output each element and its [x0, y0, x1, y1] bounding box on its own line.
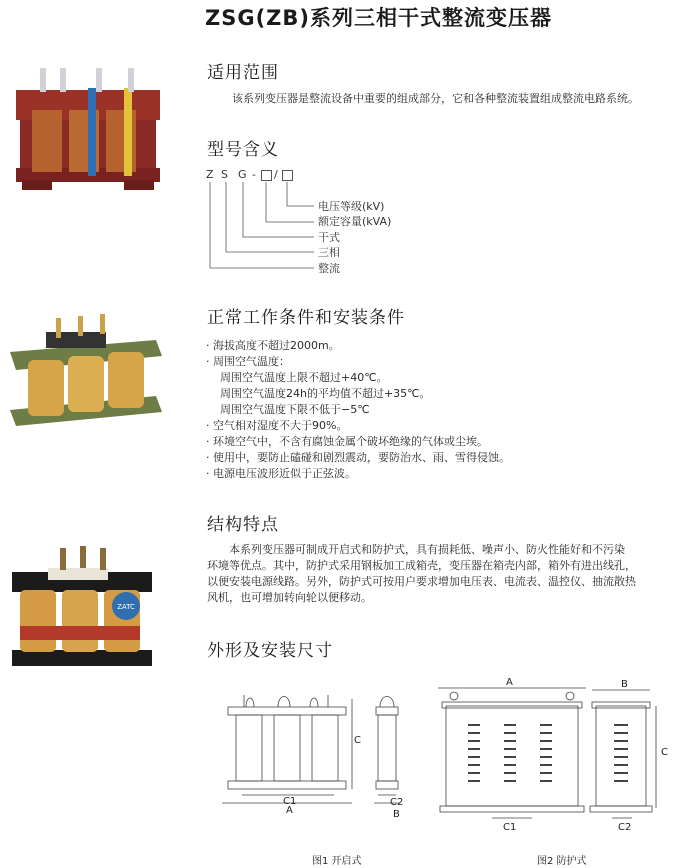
label-capacity: 额定容量(kVA): [318, 215, 392, 228]
dim-label-a-fig2: A: [506, 677, 513, 688]
structure-line: 风机，也可增加转向轮以便移动。: [207, 591, 372, 604]
transformer-photo-3: [8, 542, 158, 682]
heading-structure: 结构特点: [207, 515, 279, 535]
dim-label-c2-fig1: C2: [390, 797, 404, 808]
dim-label-b-fig1: B: [393, 809, 400, 820]
code-char-s: S: [221, 168, 228, 181]
dim-label-b-fig2: B: [621, 679, 628, 690]
caption-fig1: 图1 开启式: [312, 856, 362, 867]
label-three-phase: 三相: [318, 246, 340, 259]
list-item: · 空气相对湿度不大于90%。: [206, 419, 348, 432]
dim-label-c-fig2: C: [661, 747, 668, 758]
list-item: · 使用中，要防止磕碰和剧烈震动，要防治水、雨、雪得侵蚀。: [206, 451, 510, 464]
model-leader-lines: [200, 180, 320, 275]
structure-line: 环境等优点。其中，防护式采用钢板加工成箱壳，变压器在箱壳内部，箱外有进出线孔，: [207, 559, 636, 572]
label-dry: 干式: [318, 231, 340, 244]
list-item: 周围空气温度下限不低于−5℃: [220, 403, 370, 416]
heading-model: 型号含义: [207, 140, 279, 160]
code-char-z: Z: [206, 168, 214, 181]
vent-slots: [468, 724, 628, 782]
dim-label-c1-fig2: C1: [503, 822, 517, 833]
list-item: · 周围空气温度：: [206, 355, 290, 368]
brand-logo: ZATC: [117, 603, 135, 611]
dim-label-c2-fig2: C2: [618, 822, 632, 833]
structure-line: 以便安装电源线路。另外，防护式可按用户要求增加电压表、电流表、温控仪、抽流散热: [207, 575, 636, 588]
list-item: · 海拔高度不超过2000m。: [206, 339, 340, 352]
transformer-photo-2: [6, 312, 166, 440]
list-item: 周围空气温度24h的平均值不超过+35℃。: [220, 387, 431, 400]
figure-protected-type: [432, 678, 672, 828]
label-rectifier: 整流: [318, 262, 340, 275]
dim-label-c-fig1: C: [354, 735, 361, 746]
heading-conditions: 正常工作条件和安装条件: [207, 308, 405, 328]
conditions-list: [206, 338, 510, 482]
structure-text: [207, 542, 636, 606]
code-char-g: G: [238, 168, 247, 181]
list-item: 周围空气温度上限不超过+40℃。: [220, 371, 388, 384]
label-voltage: 电压等级(kV): [318, 200, 385, 213]
figure-open-type: [218, 685, 418, 825]
structure-line: 本系列变压器可制成开启式和防护式，具有损耗低、噪声小、防火性能好和不污染: [229, 543, 625, 556]
code-char-dash: -: [252, 168, 256, 181]
list-item: · 环境空气中，不含有腐蚀金属个破坏绝缘的气体或尘埃。: [206, 435, 488, 448]
list-item: · 电源电压波形近似于正弦波。: [206, 467, 356, 480]
transformer-photo-1: [14, 60, 164, 195]
scope-text: 该系列变压器是整流设备中重要的组成部分，它和各种整流装置组成整流电路系统。: [232, 92, 639, 105]
code-char-slash: /: [274, 168, 278, 181]
heading-scope: 适用范围: [207, 63, 279, 83]
caption-fig2: 图2 防护式: [537, 856, 587, 867]
dim-label-a-fig1: A: [286, 805, 293, 816]
heading-dimensions: 外形及安装尺寸: [207, 641, 333, 661]
page-title: ZSG(ZB)系列三相干式整流变压器: [205, 6, 553, 30]
dim-label-c1-fig1: C1: [283, 796, 297, 807]
